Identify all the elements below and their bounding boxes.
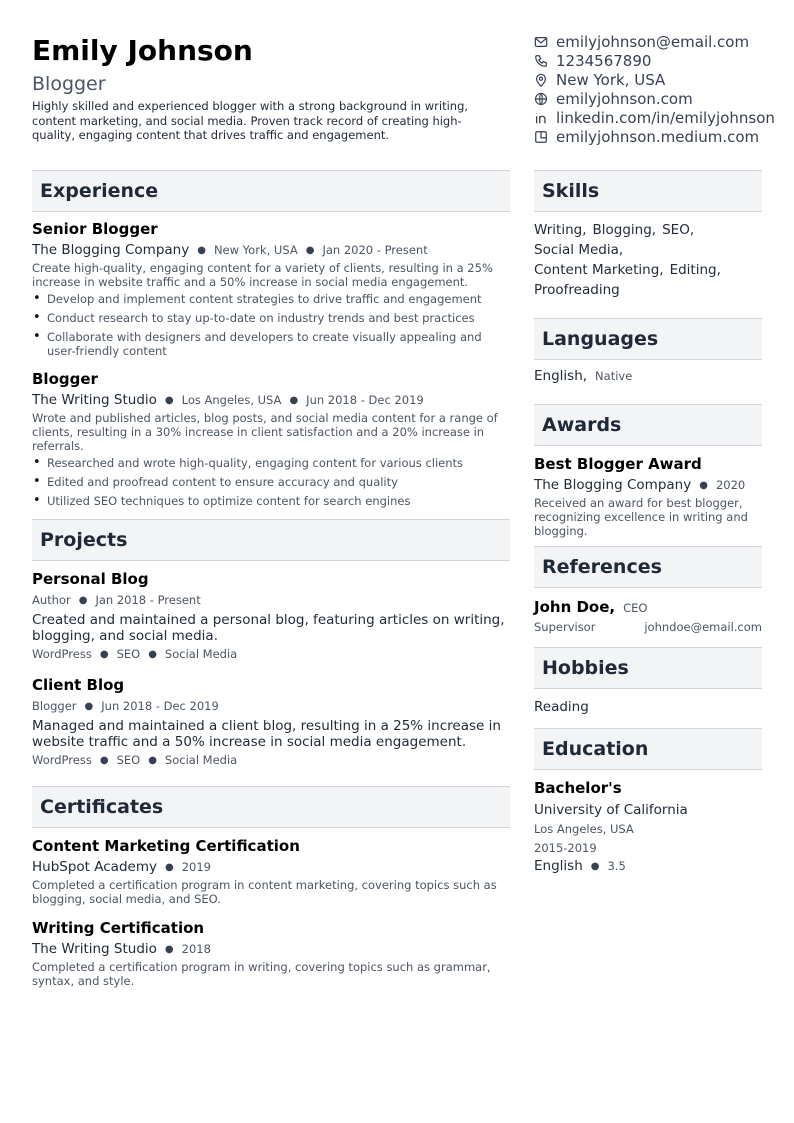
certificate-meta: [32, 859, 510, 876]
project-role: Blogger: [32, 699, 77, 713]
project-tag: Social Media: [164, 753, 238, 767]
project-tags: [32, 753, 510, 767]
experience-location: New York, USA: [213, 243, 298, 257]
hobbies-heading-text: Hobbies: [542, 657, 629, 679]
experience-item: [32, 220, 510, 358]
references-heading: [534, 546, 762, 588]
reference-item: [534, 598, 762, 634]
separator-dot: ●: [197, 245, 206, 256]
bullet-item: • Utilized SEO techniques to optimize content for search engines: [32, 494, 510, 508]
project-meta: [32, 698, 510, 715]
bullet-item: • Conduct research to stay up-to-date on industry trends and best practices: [32, 311, 510, 325]
language-item: [534, 368, 762, 384]
separator-dot: ●: [99, 648, 109, 660]
skills-heading-text: Skills: [542, 180, 600, 202]
skill-item: Editing,: [669, 262, 721, 278]
certificate-title: Content Marketing Certification: [32, 837, 300, 855]
award-description: Received an award for best blogger, recognizing excellence in writing and blogging.: [534, 496, 748, 538]
resume-header: [32, 34, 502, 143]
project-tag: SEO: [116, 647, 141, 661]
bullet-item: • Edited and proofread content to ensure accuracy and quality: [32, 475, 510, 489]
phone-icon: [534, 54, 548, 68]
certificate-issuer: The Writing Studio: [32, 941, 157, 957]
award-meta: [534, 477, 762, 494]
certificate-item: [32, 919, 510, 988]
contact-linkedin[interactable]: [534, 108, 792, 127]
left-column: [32, 170, 510, 988]
certificate-description: Completed a certification program in writing, covering topics such as grammar, syntax, and style.: [32, 960, 491, 988]
globe-icon: [534, 92, 548, 106]
education-score: 3.5: [607, 859, 626, 873]
hobbies-heading: [534, 647, 762, 689]
reference-email[interactable]: johndoe@email.com: [644, 620, 762, 634]
language-name: English,: [534, 368, 588, 384]
certificates-heading-text: Certificates: [40, 796, 164, 818]
experience-bullets: [32, 292, 510, 358]
experience-item: [32, 370, 510, 508]
projects-heading: [32, 519, 510, 561]
separator-dot: ●: [164, 944, 174, 955]
skills-list: [534, 220, 762, 300]
certificate-title: Writing Certification: [32, 919, 205, 937]
experience-heading: [32, 170, 510, 212]
award-item: [534, 455, 762, 538]
project-tag: WordPress: [32, 753, 92, 767]
contact-phone[interactable]: [534, 51, 792, 70]
project-tag: WordPress: [32, 647, 92, 661]
experience-title: Senior Blogger: [32, 220, 158, 238]
skill-item: SEO,: [662, 222, 695, 238]
contact-website-text: emilyjohnson.com: [556, 89, 693, 108]
experience-dates: Jan 2020 - Present: [322, 243, 428, 257]
reference-name: John Doe,: [534, 598, 616, 616]
experience-meta: [32, 242, 510, 259]
experience-title: Blogger: [32, 370, 98, 388]
experience-company: The Blogging Company: [32, 242, 190, 258]
experience-dates: Jun 2018 - Dec 2019: [306, 393, 424, 407]
project-tag: SEO: [116, 753, 141, 767]
separator-dot: ●: [99, 754, 109, 766]
separator-dot: ●: [164, 395, 174, 406]
experience-description: Create high-quality, engaging content for a variety of clients, resulting in a 25% increase in website traffic and a 50% increase in social media engagement.: [32, 261, 493, 289]
location-icon: [534, 73, 548, 87]
contact-website[interactable]: [534, 89, 792, 108]
projects-heading-text: Projects: [40, 529, 128, 551]
award-issuer: The Blogging Company: [534, 477, 692, 493]
project-title: Personal Blog: [32, 570, 149, 588]
language-level: Native: [595, 369, 633, 383]
separator-dot: ●: [164, 862, 174, 873]
experience-heading-text: Experience: [40, 180, 159, 202]
skills-heading: [534, 170, 762, 212]
linkedin-icon: [534, 111, 548, 125]
contact-phone-text: 1234567890: [556, 51, 652, 70]
separator-dot: ●: [148, 648, 157, 660]
separator-dot: ●: [148, 754, 157, 766]
award-year: 2020: [715, 478, 746, 492]
contact-medium[interactable]: [534, 127, 792, 146]
contact-email[interactable]: [534, 32, 792, 51]
separator-dot: ●: [305, 245, 315, 256]
languages-heading-text: Languages: [542, 328, 659, 350]
certificate-year: 2018: [181, 942, 211, 956]
bullet-item: • Researched and wrote high-quality, engaging content for various clients: [32, 456, 510, 470]
skill-item: Proofreading: [534, 282, 620, 298]
education-degree: Bachelor's: [534, 779, 622, 797]
right-column: [534, 170, 762, 875]
certificate-issuer: HubSpot Academy: [32, 859, 157, 875]
education-heading: [534, 728, 762, 770]
project-item: [32, 676, 510, 767]
project-tags: [32, 647, 510, 661]
project-description: Created and maintained a personal blog, featuring articles on writing, blogging, and social media.: [32, 612, 505, 644]
certificate-meta: [32, 941, 510, 958]
skill-item: Social Media,: [534, 242, 624, 258]
experience-location: Los Angeles, USA: [181, 393, 282, 407]
project-role: Author: [32, 593, 71, 607]
project-tag: Social Media: [164, 647, 238, 661]
education-heading-text: Education: [542, 738, 649, 760]
bullet-item: • Develop and implement content strategies to drive traffic and engagement: [32, 292, 510, 306]
reference-title: CEO: [623, 601, 648, 615]
experience-bullets: [32, 456, 510, 508]
skill-item: Content Marketing,: [534, 262, 664, 278]
skill-item: Blogging,: [592, 222, 657, 238]
experience-description: Wrote and published articles, blog posts, and social media content for a range of clients, resulting in a 30% increase in client satisfaction and a 20% increase in referrals.: [32, 411, 498, 453]
contact-list: [534, 32, 792, 146]
contact-location: [534, 70, 792, 89]
separator-dot: ●: [590, 861, 600, 872]
project-dates: Jun 2018 - Dec 2019: [101, 699, 219, 713]
hobby-item: Reading: [534, 699, 589, 715]
bullet-item: • Collaborate with designers and developers to create visually appealing and user-friendly content: [32, 330, 510, 358]
education-dates: 2015-2019: [534, 841, 597, 855]
contact-medium-text: emilyjohnson.medium.com: [556, 127, 760, 146]
education-language: English: [534, 858, 583, 874]
summary-text: Highly skilled and experienced blogger with a strong background in writing, content marketing, and social media. Proven track record of creating high-quality, engaging content that drives traffic and engagement.: [32, 99, 469, 142]
project-meta: [32, 592, 510, 609]
separator-dot: ●: [84, 701, 94, 712]
education-location: Los Angeles, USA: [534, 822, 634, 836]
skill-item: Writing,: [534, 222, 587, 238]
certificate-description: Completed a certification program in content marketing, covering topics such as blogging, social media, and SEO.: [32, 878, 497, 906]
project-description: Managed and maintained a client blog, resulting in a 25% increase in website traffic and a 50% increase in social media engagement.: [32, 718, 501, 750]
certificate-item: [32, 837, 510, 906]
candidate-role: Blogger: [32, 73, 106, 95]
mail-icon: [534, 35, 548, 49]
certificates-heading: [32, 786, 510, 828]
awards-heading: [534, 404, 762, 446]
experience-company: The Writing Studio: [32, 392, 157, 408]
separator-dot: ●: [78, 595, 88, 606]
award-title: Best Blogger Award: [534, 455, 702, 473]
reference-relation: Supervisor: [534, 620, 596, 634]
project-item: [32, 570, 510, 661]
separator-dot: ●: [699, 480, 708, 491]
contact-location-text: New York, USA: [556, 70, 666, 89]
certificate-year: 2019: [181, 860, 211, 874]
candidate-name: Emily Johnson: [32, 34, 253, 67]
education-item: [534, 779, 762, 875]
education-score-line: [534, 858, 762, 875]
contact-email-text: emilyjohnson@email.com: [556, 32, 750, 51]
references-heading-text: References: [542, 556, 662, 578]
separator-dot: ●: [289, 395, 299, 406]
medium-icon: [534, 130, 548, 144]
project-title: Client Blog: [32, 676, 125, 694]
awards-heading-text: Awards: [542, 414, 622, 436]
languages-heading: [534, 318, 762, 360]
education-school: University of California: [534, 802, 688, 818]
project-dates: Jan 2018 - Present: [95, 593, 201, 607]
contact-linkedin-text: linkedin.com/in/emilyjohnson: [556, 108, 775, 127]
experience-meta: [32, 392, 510, 409]
